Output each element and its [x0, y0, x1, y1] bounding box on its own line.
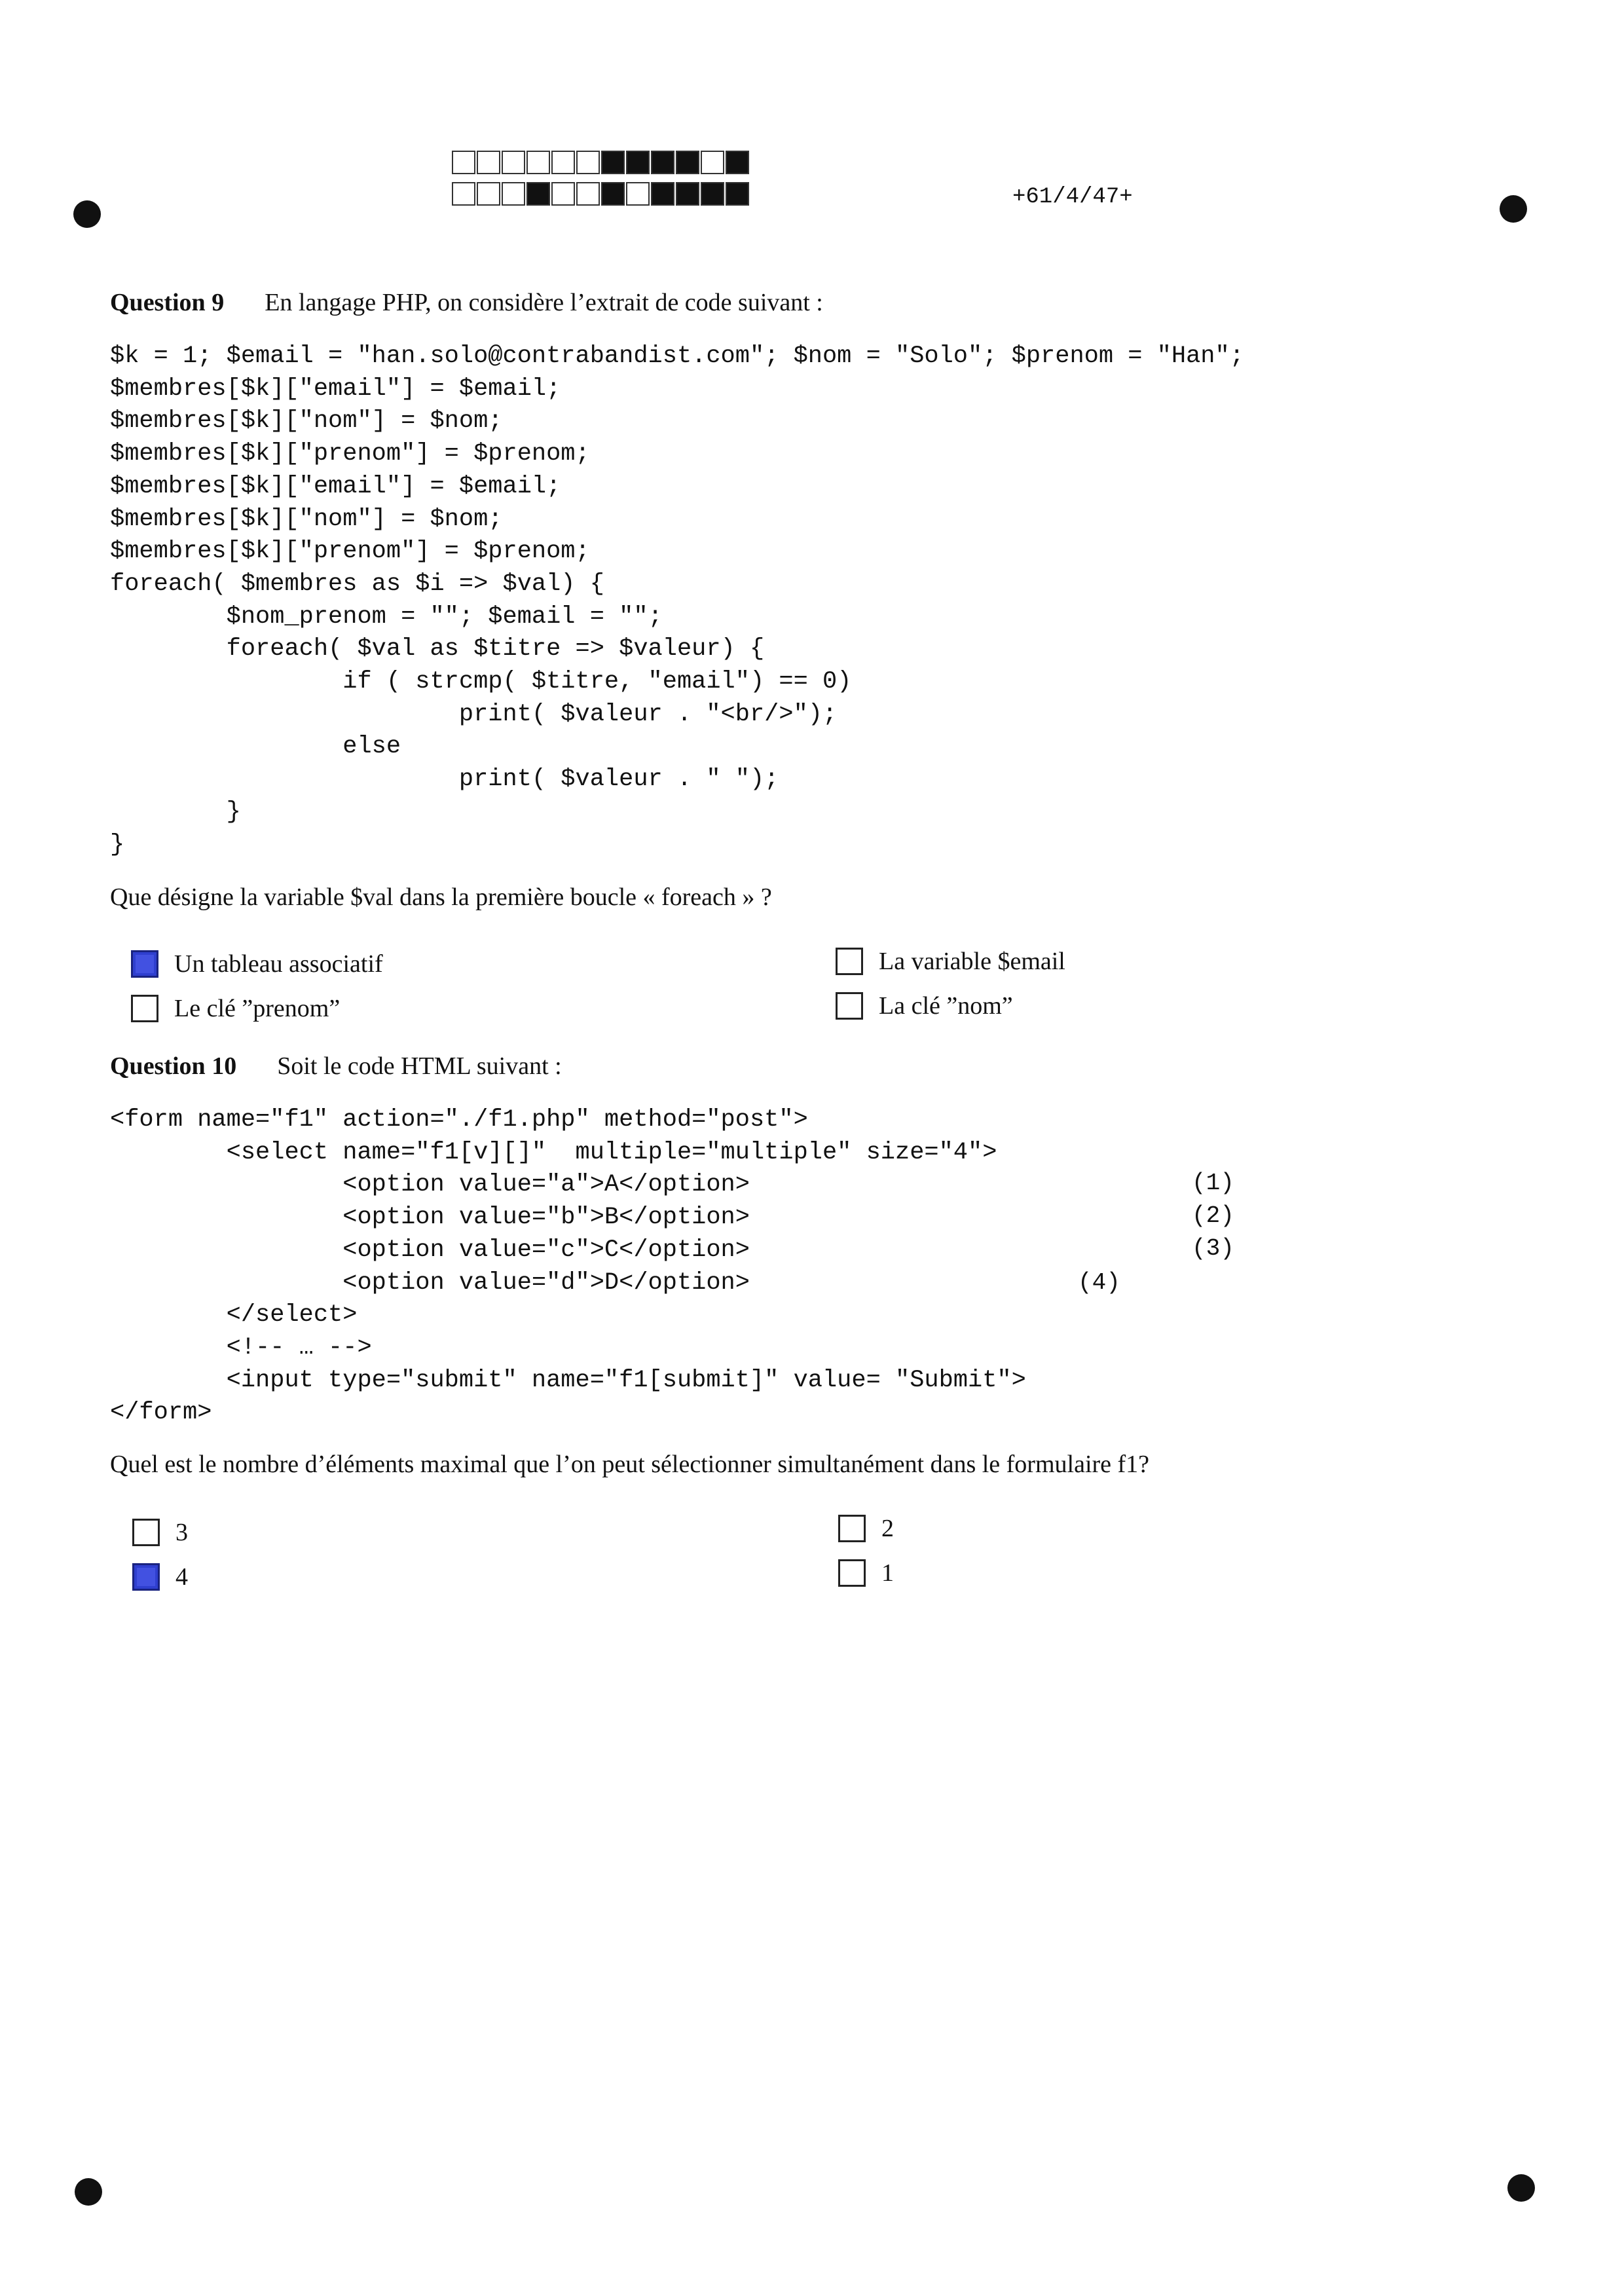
registration-mark-bottom-right [1507, 2174, 1535, 2202]
q10-choice-3-label: 4 [175, 1563, 188, 1591]
q9-choice-4-checkbox[interactable] [836, 992, 863, 1020]
option-marker-2: (2) [1192, 1202, 1234, 1229]
q9-choice-3-checkbox[interactable] [131, 995, 158, 1022]
q9-choice-2-label: La variable $email [879, 948, 1065, 975]
q10-choice-1[interactable] [132, 1518, 188, 1547]
q10-choice-2[interactable] [838, 1514, 894, 1543]
q9-choice-4-label: La clé ”nom” [879, 992, 1013, 1020]
q9-choice-1[interactable] [131, 950, 383, 978]
q9-choice-1-label: Un tableau associatif [174, 950, 383, 978]
q10-choice-3[interactable] [132, 1563, 188, 1591]
q10-choice-2-checkbox[interactable] [838, 1515, 866, 1542]
question-9-label: Question 9 [110, 289, 225, 316]
registration-mark-top-left [73, 200, 101, 228]
id-barcode-row-1 [452, 151, 750, 174]
question-9-intro: En langage PHP, on considère l’extrait de code suivant : [265, 289, 823, 316]
sheet-id: +61/4/47+ [1012, 185, 1133, 210]
q9-choice-2[interactable] [836, 947, 1065, 976]
q10-choice-1-label: 3 [175, 1519, 188, 1546]
q9-choice-4[interactable] [836, 991, 1013, 1020]
question-9-header [110, 288, 823, 317]
q10-choice-4-checkbox[interactable] [838, 1559, 866, 1587]
registration-mark-bottom-left [75, 2178, 102, 2206]
question-10-code: <form name="f1" action="./f1.php" method="post"> <select name="f1[v][]" multiple="multiple" size="4"> <option value="a">A</option> <option value="b">B</option> <option value="c">C</option> <option value="d">D</option> </select> <!-- … --> <input type="submit" name="f1[submit]" value= "Submit"> </form> [110, 1106, 1026, 1427]
option-marker-3: (3) [1192, 1235, 1234, 1262]
q10-choice-3-checkbox[interactable] [132, 1563, 160, 1591]
question-10-prompt: Quel est le nombre d’éléments maximal que l’on peut sélectionner simultanément dans le formulaire f1? [110, 1451, 1150, 1478]
q10-choice-4[interactable] [838, 1559, 894, 1587]
question-10-intro: Soit le code HTML suivant : [277, 1052, 562, 1080]
question-9-code: $k = 1; $email = "han.solo@contrabandist.com"; $nom = "Solo"; $prenom = "Han"; $membres[$k]["email"] = $email; $membres[$k]["nom"] = $nom; $membres[$k]["prenom"] = $prenom; $membres[$k]["email"] = $email; $membres[$k]["nom"] = $nom; $membres[$k]["prenom"] = $prenom; foreach( $membres as $i => $val) { $nom_prenom = ""; $email = ""; foreach( $val as $titre => $valeur) { if ( strcmp( $titre, "email") == 0) print( $valeur . "<br/>"); else print( $valeur . " "); } } [110, 343, 1244, 859]
q9-choice-3[interactable] [131, 994, 340, 1023]
option-marker-1: (1) [1192, 1170, 1234, 1196]
q9-choice-3-label: Le clé ”prenom” [174, 995, 341, 1022]
question-9-prompt: Que désigne la variable $val dans la première boucle « foreach » ? [110, 883, 772, 911]
question-10-header [110, 1052, 562, 1081]
id-barcode-row-2 [452, 182, 750, 206]
q10-choice-2-label: 2 [881, 1515, 894, 1542]
q10-choice-1-checkbox[interactable] [132, 1519, 160, 1546]
q9-choice-1-checkbox[interactable] [131, 950, 158, 978]
question-10-label: Question 10 [110, 1052, 237, 1080]
q10-choice-4-label: 1 [881, 1559, 894, 1587]
q9-choice-2-checkbox[interactable] [836, 948, 863, 975]
option-marker-4: (4) [1078, 1269, 1120, 1296]
registration-mark-top-right [1500, 195, 1527, 223]
